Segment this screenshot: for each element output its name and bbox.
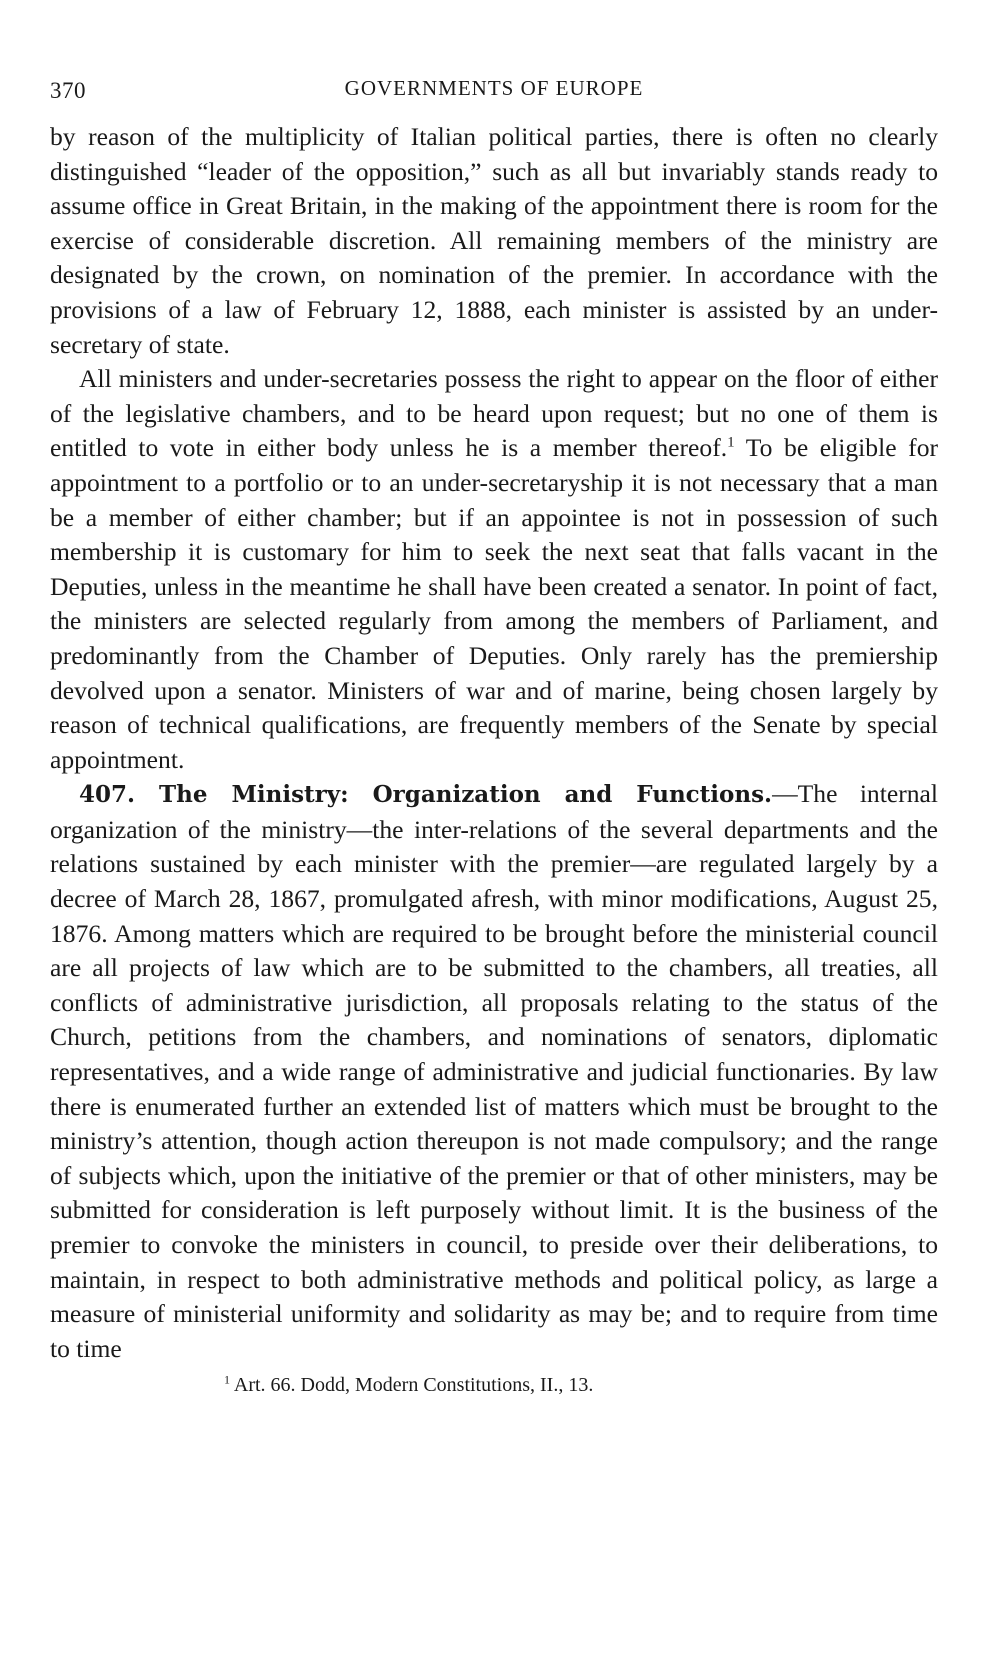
running-title: GOVERNMENTS OF EUROPE	[344, 76, 644, 100]
footnote-marker: 1	[224, 1372, 230, 1387]
paragraph-3-text: —The internal organization of the ministry—the inter-relations of the several departments and the relations sustained by each minister with the premier—are regulated largely by a decree of March 28, 1867, promulgated afresh, with minor modifications, August 25, 1876. Among matters which are required to be brought before the ministerial council are all projects of law which are to be submitted to the chambers, all treaties, all conflicts of administrative jurisdiction, all proposals relating to the status of the Church, petitions from the chambers, and nominations of senators, diplomatic representatives, and a wide range of administrative and judicial functionaries. By law there is enumerated further an extended list of matters which must be brought to the ministry’s attention, though action thereupon is not made compulsory; and the range of subjects which, upon the initiative of the premier or that of other ministers, may be submitted for consideration is left purposely without limit. It is the business of the premier to convoke the ministers in council, to preside over their deliberations, to maintain, in respect to both administrative methods and political policy, as large a measure of ministerial uniformity and solidarity as may be; and to require from time to time	[50, 779, 938, 1363]
paragraph-2	[50, 362, 938, 777]
paragraph-3	[50, 777, 938, 1366]
paragraph-2-text-b: To be eligible for appointment to a portfolio or to an under-secretaryship it is not necessary that a man be a member of either chamber; but if an appointee is not in possession of such membership it is customary for him to seek the next seat that falls vacant in the Deputies, unless in the meantime he shall have been created a senator. In point of fact, the ministers are selected regularly from among the members of Parliament, and predominantly from the Chamber of Deputies. Only rarely has the premiership devolved upon a senator. Ministers of war and of marine, being chosen largely by reason of technical qualifications, are frequently members of the Senate by special appointment.	[50, 433, 939, 774]
book-page	[50, 70, 938, 1398]
footnote-reference: 1	[727, 434, 735, 451]
paragraph-1: by reason of the multiplicity of Italian political parties, there is often no clearly distinguished “leader of the opposition,” such as all but invariably stands ready to assume office in Great Britain, in the making of the appointment there is room for the exercise of considerable discretion. All remaining members of the ministry are designated by the crown, on nomination of the premier. In accordance with the provisions of a law of February 12, 1888, each minister is assisted by an under-secretary of state.	[50, 122, 938, 359]
running-head	[50, 70, 938, 110]
paragraph-2-text-a: All ministers and under-secretaries possess the right to appear on the floor of either of the legislative chambers, and to be heard upon request; but no one of them is entitled to vote in either body unless he is a member thereof.	[50, 364, 938, 463]
footnote	[50, 1372, 938, 1398]
body-text	[50, 120, 938, 1366]
section-heading: 407. The Ministry: Organization and Functions.	[79, 781, 773, 809]
page-number: 370	[50, 78, 86, 103]
footnote-text: Art. 66. Dodd, Modern Constitutions, II., 13.	[230, 1374, 594, 1397]
